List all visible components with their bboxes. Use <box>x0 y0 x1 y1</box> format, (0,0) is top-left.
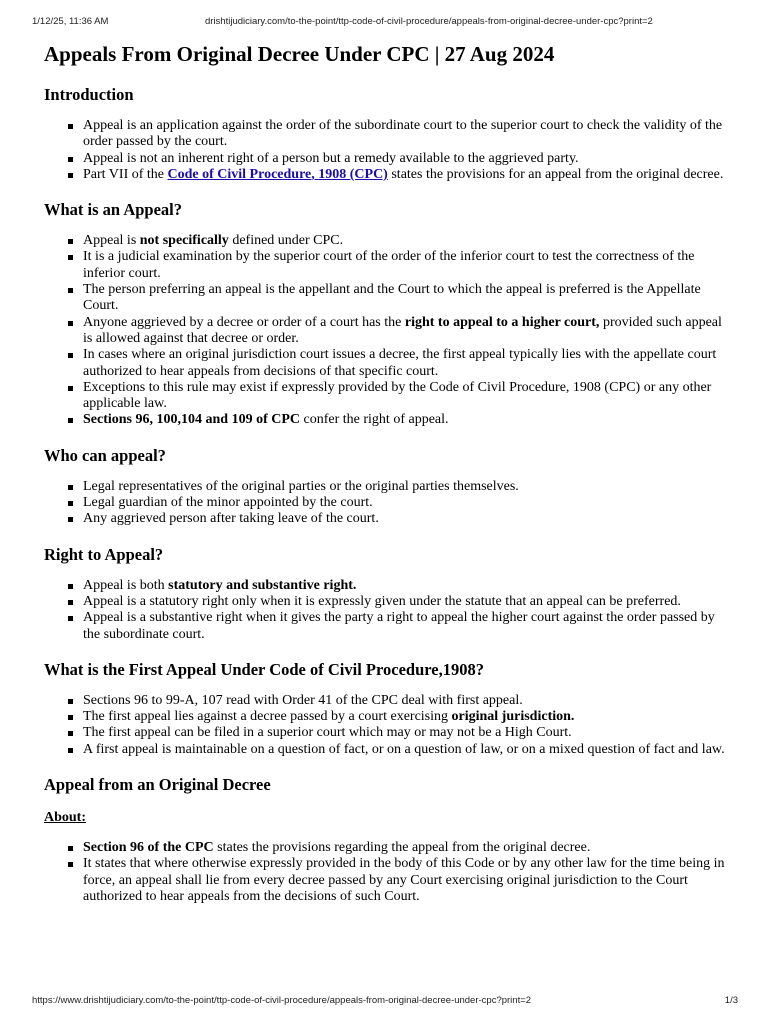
list-item: It states that where otherwise expressly provided in the body of this Code or by any other law for the time being in force, an appeal shall lie from every decree passed by any Court exercising original jurisdiction to the Court authorized to hear appeals from the decisions of such Court. <box>44 856 734 905</box>
list-item: Appeal is a substantive right when it gives the party a right to appeal the higher court against the order passed by the subordinate court. <box>44 610 734 643</box>
list-item: A first appeal is maintainable on a question of fact, or on a question of law, or on a mixed question of fact and law. <box>44 742 734 758</box>
list-item: Exceptions to this rule may exist if expressly provided by the Code of Civil Procedure, 1908 (CPC) or any other applicable law. <box>44 380 734 413</box>
bullet-list <box>44 840 734 905</box>
list-item: Appeal is an application against the order of the subordinate court to the superior court to check the validity of the order passed by the court. <box>44 118 734 151</box>
list-item: In cases where an original jurisdiction court issues a decree, the first appeal typically lies with the appellate court authorized to hear appeals from decisions of that specific court. <box>44 347 734 380</box>
bullet-list <box>44 693 734 758</box>
section-right-to-appeal <box>44 544 734 643</box>
list-item: The first appeal lies against a decree passed by a court exercising original jurisdiction. <box>44 709 734 725</box>
list-item: Appeal is not an inherent right of a person but a remedy available to the aggrieved party. <box>44 151 734 167</box>
section-first-appeal <box>44 659 734 758</box>
list-item: Anyone aggrieved by a decree or order of a court has the right to appeal to a higher court, provided such appeal is allowed against that decree or order. <box>44 315 734 348</box>
bullet-list <box>44 233 734 429</box>
bullet-list <box>44 578 734 643</box>
page-title: Appeals From Original Decree Under CPC | 27 Aug 2024 <box>44 42 555 66</box>
article <box>44 40 734 905</box>
list-item: Sections 96 to 99-A, 107 read with Order 41 of the CPC deal with first appeal. <box>44 693 734 709</box>
subheading-about: About: <box>44 810 87 826</box>
print-footer-url: https://www.drishtijudiciary.com/to-the-point/ttp-code-of-civil-procedure/appeals-from-original-decree-under-cpc?print=2 <box>32 995 532 1006</box>
page-indicator: 1/3 <box>724 995 738 1006</box>
section-heading: What is an Appeal? <box>44 200 182 220</box>
list-item: The first appeal can be filed in a superior court which may or may not be a High Court. <box>44 725 734 741</box>
print-datetime: 1/12/25, 11:36 AM <box>32 16 109 27</box>
list-item: Section 96 of the CPC states the provisions regarding the appeal from the original decree. <box>44 840 734 856</box>
list-item: Appeal is a statutory right only when it is expressly given under the statute that an appeal can be preferred. <box>44 594 734 610</box>
cpc-link[interactable]: Code of Civil Procedure <box>167 166 312 182</box>
list-item: Part VII of the Code of Civil Procedure, 1908 (CPC) states the provisions for an appeal from the original decree. <box>44 167 734 183</box>
section-heading: What is the First Appeal Under Code of Civil Procedure,1908? <box>44 659 484 679</box>
list-item: The person preferring an appeal is the appellant and the Court to which the appeal is preferred is the Appellate Court. <box>44 282 734 315</box>
list-item: Appeal is not specifically defined under CPC. <box>44 233 734 249</box>
list-item: Appeal is both statutory and substantive right. <box>44 578 734 594</box>
section-heading: Appeal from an Original Decree <box>44 775 271 795</box>
section-heading: Introduction <box>44 85 134 104</box>
bullet-list <box>44 118 734 183</box>
section-heading: Who can appeal? <box>44 445 166 465</box>
section-heading: Right to Appeal? <box>44 544 164 564</box>
section-what-is-appeal <box>44 199 734 429</box>
cpc-1908-link[interactable]: 1908 (CPC) <box>318 166 388 182</box>
print-header <box>32 16 740 30</box>
bullet-list <box>44 479 734 528</box>
list-item: Sections 96, 100,104 and 109 of CPC confer the right of appeal. <box>44 412 734 428</box>
list-item: Legal representatives of the original parties or the original parties themselves. <box>44 479 734 495</box>
list-item: Any aggrieved person after taking leave of the court. <box>44 511 734 527</box>
list-item: It is a judicial examination by the superior court of the order of the inferior court to test the correctness of the inferior court. <box>44 249 734 282</box>
cpc-link-separator[interactable]: , <box>311 166 319 182</box>
section-introduction <box>44 84 734 183</box>
section-who-can-appeal <box>44 445 734 528</box>
section-original-decree <box>44 774 734 905</box>
print-header-url: drishtijudiciary.com/to-the-point/ttp-code-of-civil-procedure/appeals-from-original-decree-under-cpc?print=2 <box>205 16 653 27</box>
print-footer <box>32 995 738 1009</box>
list-item: Legal guardian of the minor appointed by the court. <box>44 495 734 511</box>
